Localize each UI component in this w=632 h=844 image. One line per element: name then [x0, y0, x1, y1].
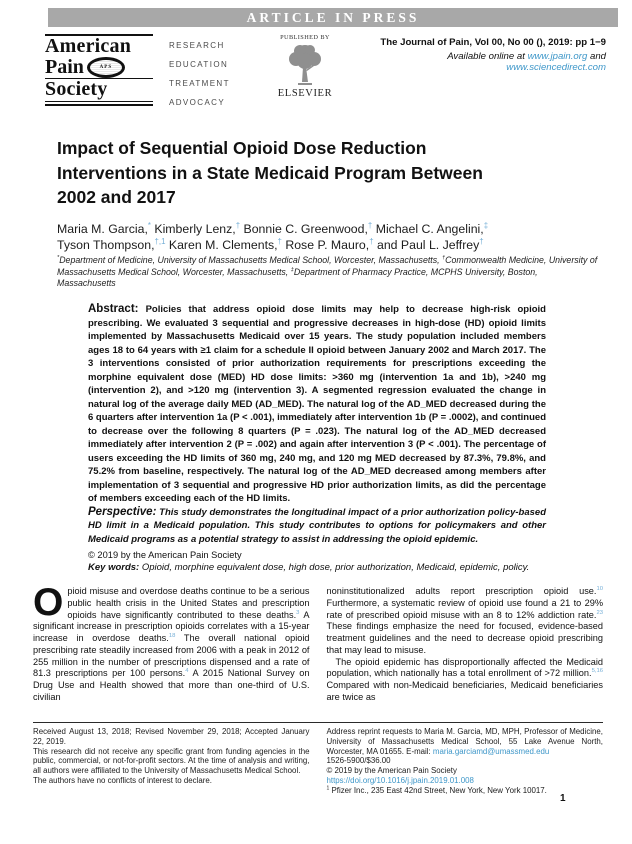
doi-link[interactable]: https://doi.org/10.1016/j.jpain.2019.01.008: [326, 775, 474, 785]
text-segment: Pfizer Inc., 235 East 42nd Street, New York, New York 10017.: [329, 785, 547, 795]
text-segment: Compared with non-Medicaid beneficiaries, Medicaid beneficiaries are twice as: [326, 680, 603, 702]
superscript-marker: †: [235, 220, 241, 230]
footnote-section: [33, 722, 603, 796]
reprint-requests-note: [327, 727, 604, 756]
article-in-press-banner: ARTICLE IN PRESS: [48, 8, 618, 27]
body-text-columns: [33, 581, 603, 704]
author-line-1: [57, 222, 602, 238]
publisher-block: [265, 34, 345, 117]
text-segment: A significant increase in prescription opioids correlates with a 15-year increase in overdose deaths.: [33, 609, 310, 643]
copyright-line: © 2019 by the American Pain Society: [88, 550, 242, 560]
author-list: [57, 222, 602, 253]
aps-mission-list: [169, 34, 255, 117]
page-header: [45, 34, 606, 117]
logo-rule-bottom: [45, 101, 153, 106]
abstract-paragraph: [88, 303, 546, 506]
abstract-label: Abstract:: [88, 303, 139, 315]
body-paragraph-2: [327, 657, 604, 704]
text-segment: and: [587, 51, 606, 62]
american-pain-society-logo: [45, 34, 153, 117]
elsevier-tree-icon: [284, 43, 326, 87]
text-segment: Available online at: [447, 51, 528, 62]
aps-emblem-text: APS: [99, 65, 113, 70]
keywords-text: Opioid, morphine equivalent dose, high dose, prior authorization, Medicaid, epidemic, policy.: [139, 562, 530, 573]
text-segment: Maria M. Garcia,: [57, 222, 148, 236]
perspective-paragraph: [88, 506, 546, 547]
perspective-label: Perspective:: [88, 505, 157, 518]
text-segment: The opioid epidemic has disproportionally affected the Medicaid population, which nationally has a total enrollment of >72 million.: [326, 656, 603, 679]
affiliations: [57, 255, 598, 290]
superscript-marker: 18: [168, 632, 176, 639]
footnotes-right-column: [327, 727, 604, 796]
superscript-marker: †,1: [154, 236, 166, 246]
text-segment: Commonwealth Medicine, University of Massachusetts Medical School, Worcester, Massachusetts,: [57, 255, 598, 277]
intro-paragraph: [33, 581, 310, 704]
available-online-line: [345, 51, 606, 73]
body-right-column: [327, 586, 604, 704]
superscript-marker: †: [442, 255, 446, 262]
body-paragraph-1: [327, 586, 604, 657]
superscript-marker: ‡: [290, 266, 294, 273]
logo-word-society: Society: [45, 78, 108, 100]
article-title: [57, 136, 602, 210]
title-line-1: Impact of Sequential Opioid Dose Reduction: [57, 138, 427, 158]
superscript-marker: 4: [185, 668, 189, 675]
superscript-marker: *: [57, 255, 60, 262]
text-segment: pioid misuse and overdose deaths continue to be a serious public health crisis in the United States and prescription opioids have significantly contributed to these deaths.: [67, 586, 310, 620]
logo-word-pain: Pain: [45, 56, 84, 78]
text-segment: A 2015 National Survey on Drug Use and Health showed that more than one-third of U.S. civilian: [33, 668, 310, 702]
author-line-2: [57, 238, 602, 254]
body-left-column: [33, 581, 310, 704]
superscript-marker: 23: [596, 609, 603, 616]
issn-price-note: [327, 756, 604, 766]
copyright-note: [327, 766, 604, 776]
text-segment: Bonnie C. Greenwood,: [240, 222, 368, 236]
text-segment: 1526-5900/$36.00: [326, 756, 391, 766]
text-segment: noninstitutionalized adults report prescription opioid use.: [326, 586, 597, 596]
superscript-marker: †: [277, 236, 282, 246]
text-segment: The overall national opioid prescribing rate steadily increased from 2006 with a peak in 2012 of 255 million in the number of prescriptions dispensed and a rate of 81.3 prescriptions per 100 persons.: [33, 633, 310, 679]
dropcap-letter: O: [33, 581, 64, 624]
footnotes-left-column: [33, 727, 310, 796]
keywords-label: Key words:: [88, 562, 140, 573]
logo-pain-row: [45, 57, 153, 78]
text-segment: Rose P. Mauro,: [281, 237, 370, 252]
superscript-marker: *: [147, 220, 151, 230]
abstract-section: [88, 303, 546, 575]
sciencedirect-link[interactable]: www.sciencedirect.com: [506, 62, 606, 73]
superscript-marker: 3: [296, 609, 300, 616]
superscript-marker: †: [479, 236, 484, 246]
page-number: 1: [560, 793, 566, 804]
superscript-marker: 5,16: [591, 668, 603, 675]
received-dates-note: Received August 13, 2018; Revised November 29, 2018; Accepted January 22, 2019.: [33, 727, 310, 746]
mission-education: EDUCATION: [169, 60, 229, 69]
perspective-text: This study demonstrates the longitudinal impact of a prior authorization policy-based HD limit in a Medicaid population. This study contributes to options for policymakers and other Medicaid programs as a potential strategy to assist in addressing the opioid epidemic.: [88, 506, 546, 545]
email-link[interactable]: maria.garciamd@umassmed.edu: [432, 746, 550, 756]
jpain-link[interactable]: www.jpain.org: [527, 51, 588, 62]
text-segment: Department of Medicine, University of Massachusetts Medical School, Worcester, Massachusetts,: [59, 255, 443, 265]
text-segment: Furthermore, a systematic review of opioid use found a 21 to 29% rate of prescribed opioid misuse with an 8 to 12% addiction rate.: [326, 597, 603, 620]
text-segment: Tyson Thompson,: [57, 237, 155, 252]
superscript-marker: †: [367, 220, 373, 230]
mission-advocacy: ADVOCACY: [169, 98, 226, 107]
title-line-3: 2002 and 2017: [57, 187, 176, 207]
published-by-label: PUBLISHED BY: [280, 34, 330, 41]
text-segment: These findings emphasize the need for focused, evidence-based treatment guidelines and the need to decrease opioid prescribing that may lead to misuse.: [326, 621, 603, 655]
superscript-marker: 1: [326, 785, 330, 792]
abstract-text: Policies that address opioid dose limits may help to decrease high-risk opioid prescribing. We evaluated 3 sequential and progressive decreases in high-dose (HD) opioid limits implemented by Massachusetts Medicaid over 15 years. The study population included members ages 18 to 64 years with ≥1 claim for a schedule II opioid between January 2002 and March 2017. The 3 interventions consisted of prior authorization requirements for prescriptions exceeding the morphine equivalent dose (MED) HD dose limits: >360 mg (intervention 1a and 1b), >240 mg (intervention 2), and >120 mg (intervention 3). A segmented regression evaluated the change in natural log of the average daily MED (AD_MED). The natural log of the AD_MED decreased during the 6 quarters after intervention 1a (P < .001), immediately after intervention 1b (P = .0002), and continued to decrease over the following 8 quarters (P = .023). The natural log of the AD_MED decreased immediately after intervention 2 (P = .002) and again after intervention 3 (P < .001). The percentage of users exceeding the HD limits of 360 mg, 240 mg, and 120 mg MED decreased by 87.3%, 79.8%, and 75.2% from baseline, respectively. The natural log of the AD_MED decreased among members after implementation of 3 sequential and progressive HD prior authorization limits, as did the percentage of members exceeding each of the HD limits.: [88, 304, 546, 504]
funding-note: This research did not receive any specific grant from funding agencies in the public, commercial, or not-for-profit sectors. At the time of analysis and writing, all authors were affiliated to the University of Massachusetts Medical School.: [33, 746, 310, 776]
superscript-marker: ‡: [483, 220, 489, 230]
keywords-line: [88, 562, 546, 575]
intro-paragraph-text: [33, 581, 310, 702]
title-line-2: Interventions in a State Medicaid Program Between: [57, 162, 483, 183]
mission-research: RESEARCH: [169, 41, 225, 50]
text-segment: Department of Pharmacy Practice, MCPHS University, Boston, Massachusetts: [57, 266, 538, 289]
mission-treatment: TREATMENT: [169, 79, 230, 88]
text-segment: © 2019 by the American Pain Society: [326, 766, 457, 776]
text-segment: Karen M. Clements,: [165, 237, 278, 252]
journal-info: [345, 34, 606, 117]
superscript-marker: †: [369, 236, 374, 246]
superscript-marker: 10: [596, 585, 603, 592]
elsevier-wordmark: ELSEVIER: [277, 88, 333, 99]
text-segment: Michael C. Angelini,: [372, 222, 484, 236]
aps-emblem-icon: [87, 57, 125, 78]
doi-line: [327, 776, 604, 786]
text-segment: Address reprint requests to Maria M. Garcia, MD, MPH, Professor of Medicine, University of Massachusetts Medical School, 55 Lake Avenue North, Worcester, MA 01655. E-mail:: [326, 727, 603, 756]
journal-citation-line: The Journal of Pain, Vol 00, No 00 (), 2019: pp 1−9: [380, 37, 606, 48]
text-segment: Kimberly Lenz,: [150, 222, 236, 236]
text-segment: and Paul L. Jeffrey: [373, 237, 480, 252]
logo-word-american: American: [45, 35, 132, 57]
conflicts-note: The authors have no conflicts of interest to declare.: [33, 775, 212, 785]
